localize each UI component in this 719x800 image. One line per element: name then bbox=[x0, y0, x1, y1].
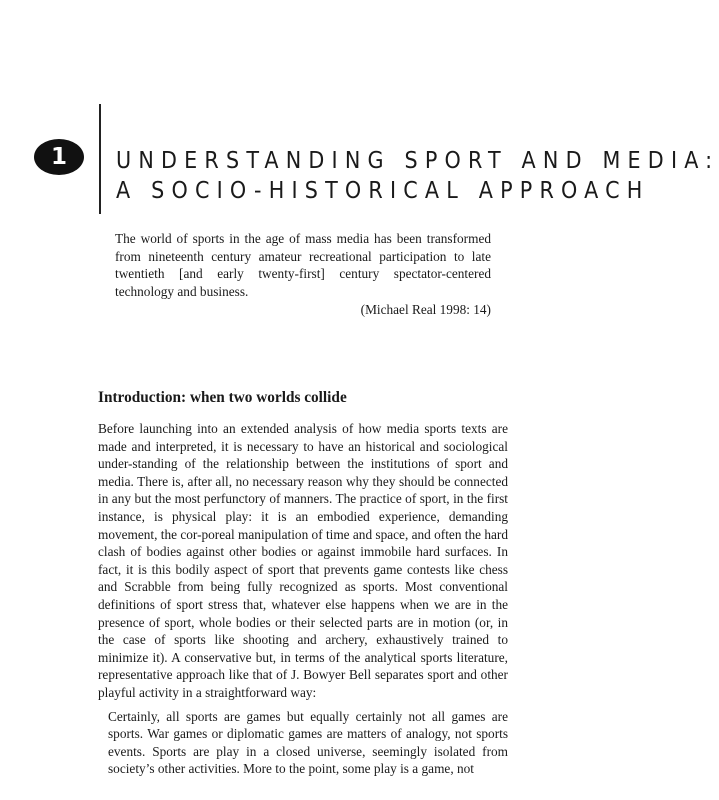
body-text bbox=[98, 420, 508, 778]
chapter-title bbox=[116, 146, 719, 206]
epigraph-citation: (Michael Real 1998: 14) bbox=[360, 302, 491, 318]
block-quote: Certainly, all sports are games but equally certainly not all games are sports. War games or diplomatic games are matters of analogy, not sports events. Sports are play in a closed universe, seemingly isolated from society’s other activities. More to the point, some play is a game, not bbox=[108, 708, 508, 777]
chapter-number-badge: 1 bbox=[34, 139, 84, 175]
epigraph-text: The world of sports in the age of mass media has been transformed from nineteenth century amateur recreational participation to late twentieth [and early twenty-first] century spectator-centered technology and business. bbox=[115, 231, 491, 299]
epigraph bbox=[115, 230, 491, 319]
chapter-title-line-1: UNDERSTANDING SPORT AND MEDIA: bbox=[116, 148, 719, 174]
title-vertical-rule bbox=[99, 104, 101, 214]
section-heading: Introduction: when two worlds collide bbox=[98, 389, 347, 406]
chapter-title-line-2: A SOCIO-HISTORICAL APPROACH bbox=[116, 178, 650, 204]
body-paragraph: Before launching into an extended analysis of how media sports texts are made and interpreted, it is necessary to have an historical and sociological under-standing of the relationship between the institutions of sport and media. There is, after all, no necessary reason why they should be connected in any but the most perfunctory of manners. The practice of sport, in the first instance, is physical play: it is an embodied experience, demanding movement, the cor-poreal manipulation of time and space, and often the hard clash of bodies against other bodies or against immobile hard surfaces. In fact, it is this bodily aspect of sport that prevents game contests like chess and Scrabble from being fully recognized as sports. Most conventional definitions of sport stress that, whatever else happens when we are in the presence of sport, whole bodies or their selected parts are in motion (or, in the case of sports like shooting and archery, exhaustively trained to minimize it). A conservative but, in terms of the analytical sports literature, representative approach like that of J. Bowyer Bell separates sport and other playful activity in a straightforward way: bbox=[98, 421, 508, 700]
